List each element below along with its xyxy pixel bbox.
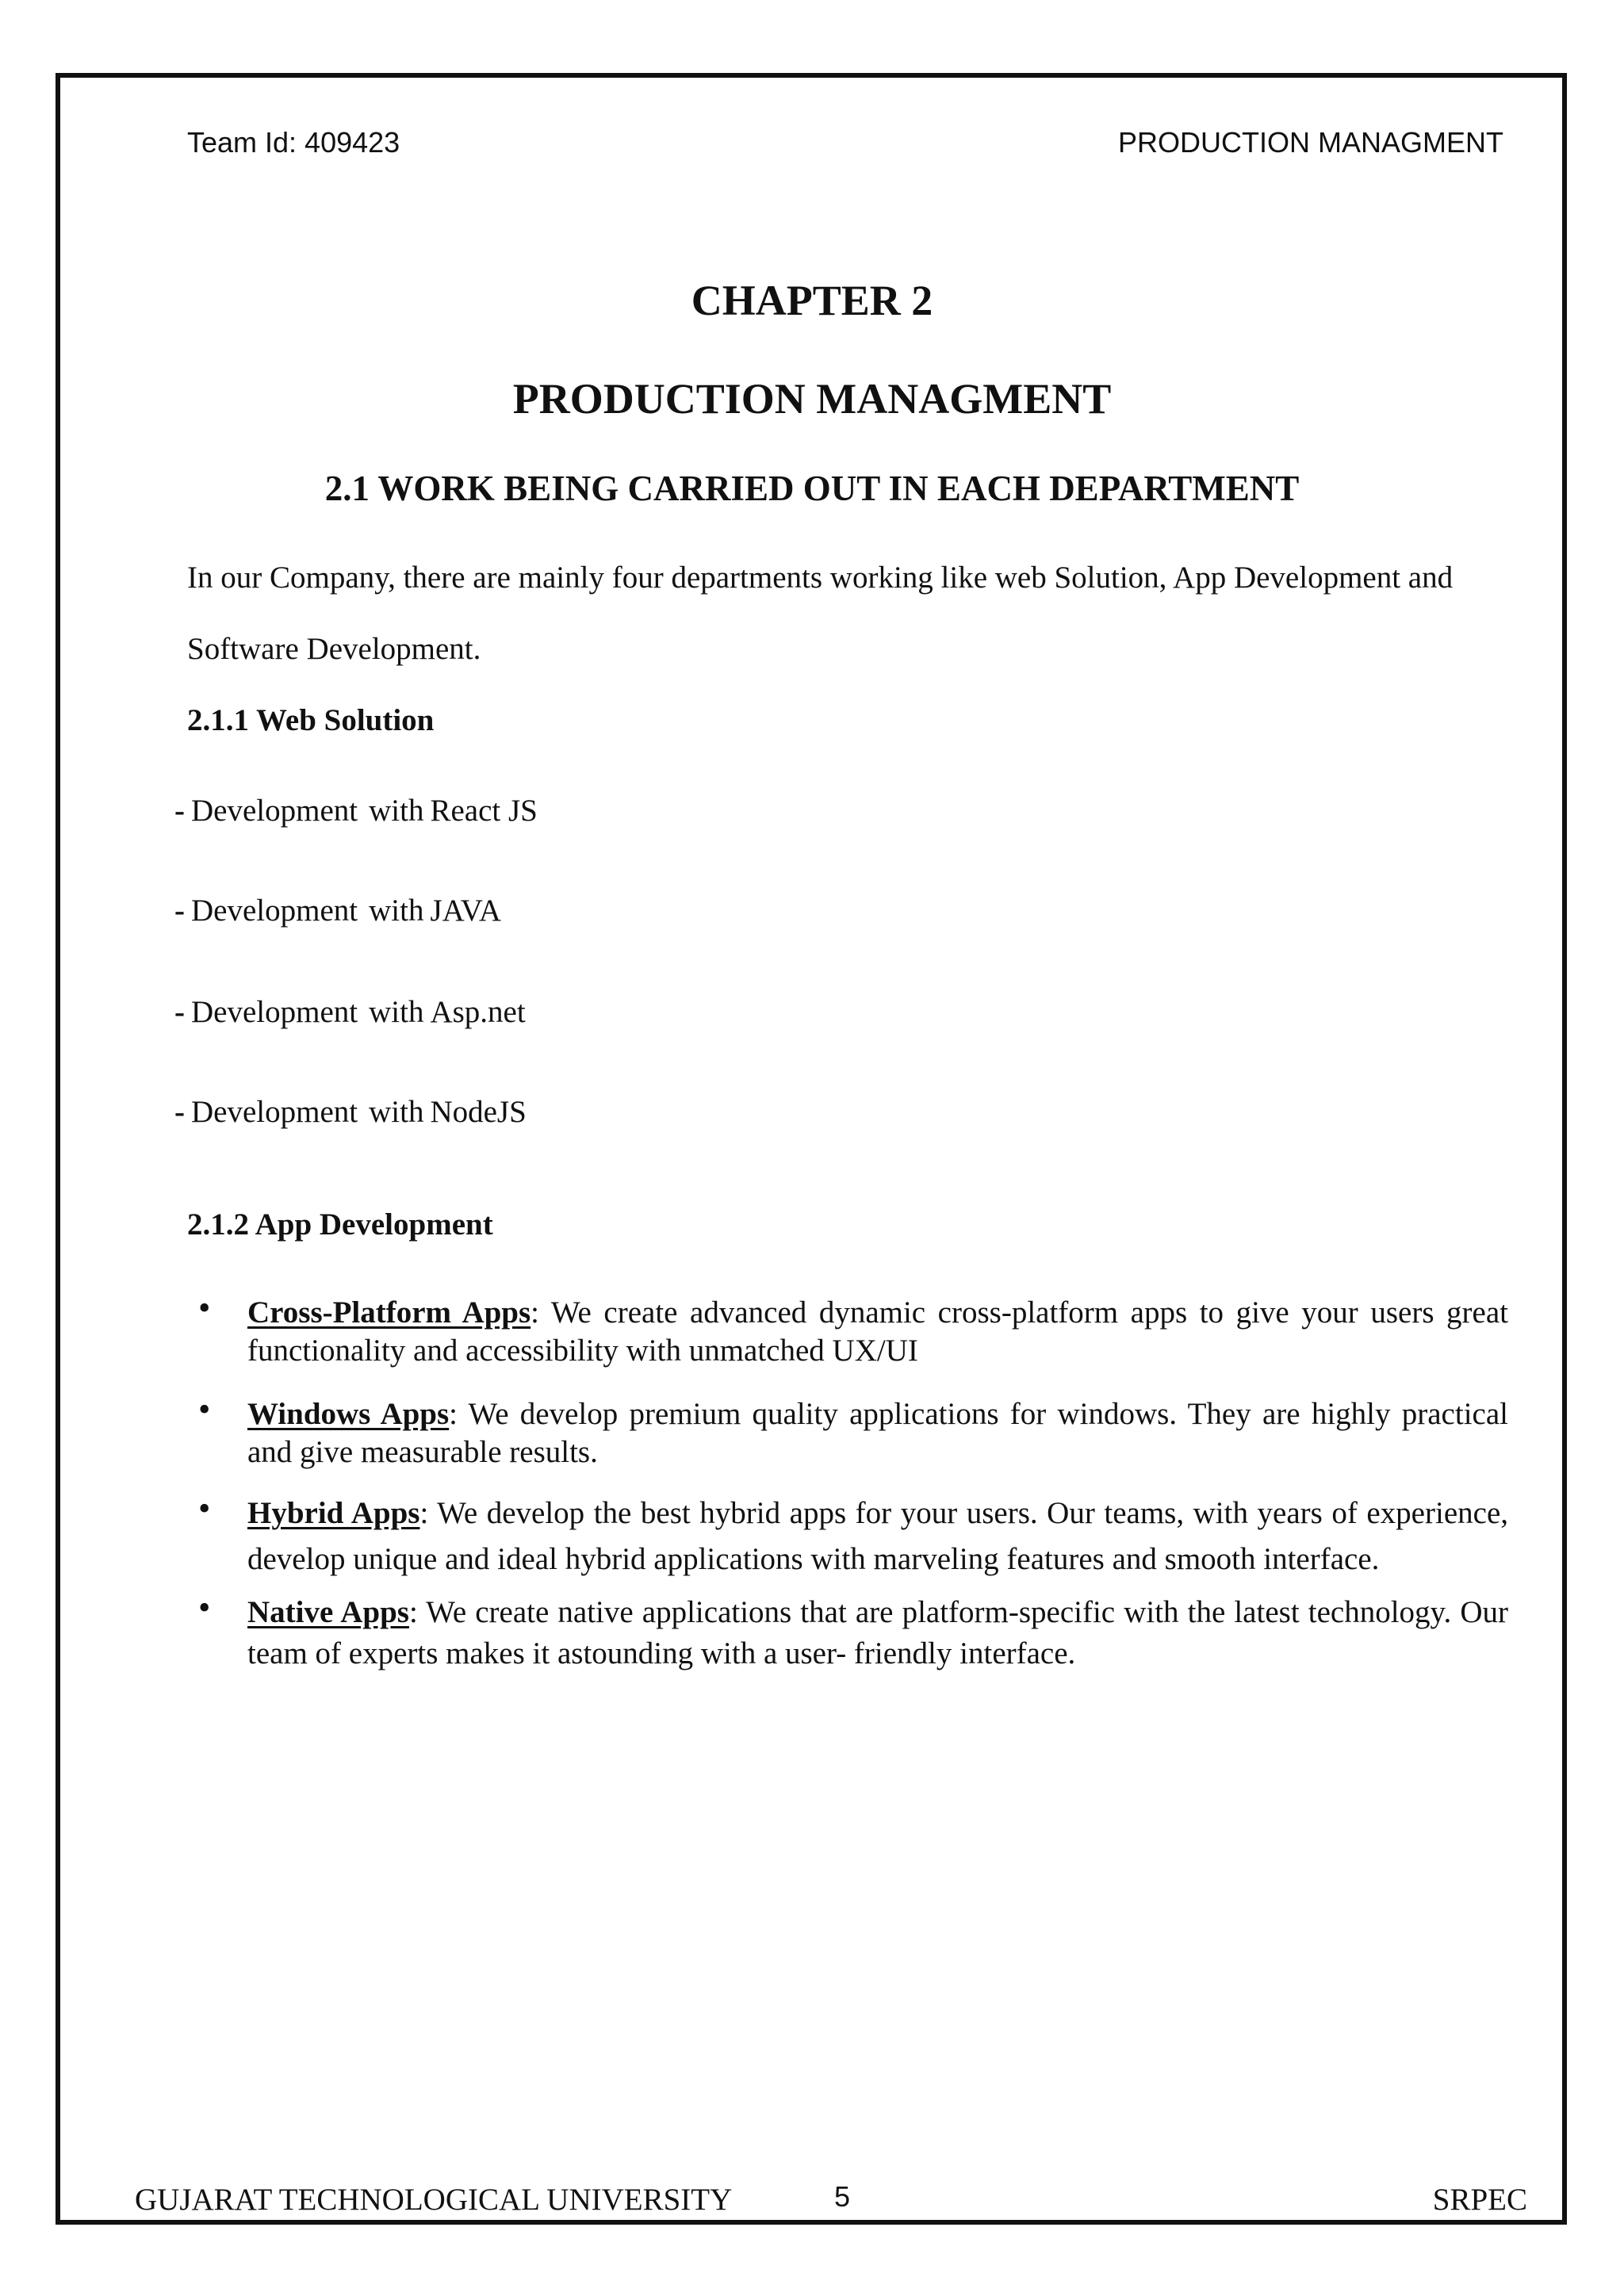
chapter-number: CHAPTER 2 <box>691 277 933 324</box>
dash-marker: - <box>174 1095 185 1129</box>
list-item-tech: Asp.net <box>430 995 526 1029</box>
list-item <box>189 1390 1508 1471</box>
list-item <box>174 1093 527 1132</box>
list-item-with: with <box>369 995 424 1029</box>
bullet-icon: • <box>198 1588 211 1627</box>
header-team-id: Team Id: 409423 <box>187 126 400 159</box>
footer-university: GUJARAT TECHNOLOGICAL UNIVERSITY <box>135 2183 733 2217</box>
bullet-icon: • <box>198 1489 211 1528</box>
chapter-title: PRODUCTION MANAGMENT <box>512 375 1112 423</box>
header-project-title: PRODUCTION MANAGMENT <box>1118 126 1503 159</box>
list-item-tech: JAVA <box>430 894 502 928</box>
list-item <box>189 1490 1508 1582</box>
bullet-term: Cross-Platform Apps <box>247 1295 531 1330</box>
list-item <box>174 891 501 931</box>
bullet-term: Windows Apps <box>247 1397 450 1431</box>
bullet-icon: • <box>198 1390 211 1429</box>
list-item-tech: NodeJS <box>430 1095 527 1129</box>
list-item-text: Development <box>191 794 358 828</box>
footer-page-number: 5 <box>834 2180 851 2213</box>
list-item <box>189 1588 1508 1674</box>
list-item-text: Development <box>191 894 358 928</box>
list-item-with: with <box>369 1095 424 1129</box>
footer-college: SRPEC <box>1432 2183 1527 2217</box>
list-item <box>174 791 538 831</box>
list-item-text: Development <box>191 1095 358 1129</box>
bullet-text: : We create advanced dynamic cross-platform apps to give your users great functionality and accessibility with unmatched UX/UI <box>247 1295 1508 1368</box>
bullet-term: Native Apps <box>247 1595 409 1629</box>
list-item <box>189 1288 1508 1370</box>
dash-marker: - <box>174 894 185 928</box>
subsection-heading-web-solution: 2.1.1 Web Solution <box>187 703 435 737</box>
section-title: 2.1 WORK BEING CARRIED OUT IN EACH DEPARTMENT <box>324 469 1300 508</box>
bullet-term: Hybrid Apps <box>247 1496 420 1530</box>
list-item-text: Development <box>191 995 358 1029</box>
bullet-text: : We develop premium quality applications for windows. They are highly practical and give measurable results. <box>247 1397 1508 1469</box>
list-item-with: with <box>369 894 424 928</box>
list-item-with: with <box>369 794 424 828</box>
list-item <box>174 993 526 1032</box>
subsection-heading-app-development: 2.1.2 App Development <box>187 1207 493 1242</box>
intro-paragraph: In our Company, there are mainly four departments working like web Solution, App Development and Software Development. <box>187 561 1454 666</box>
bullet-text: : We create native applications that are platform-specific with the latest technology. Our team of experts makes it astounding with a user- friendly interface. <box>247 1595 1508 1670</box>
dash-marker: - <box>174 995 185 1029</box>
bullet-icon: • <box>198 1288 211 1327</box>
dash-marker: - <box>174 794 185 828</box>
app-development-list <box>189 1288 1508 1674</box>
bullet-text: : We develop the best hybrid apps for your users. Our teams, with years of experience, develop unique and ideal hybrid applications with marveling features and smooth interface. <box>247 1496 1508 1576</box>
list-item-tech: React JS <box>430 794 538 828</box>
